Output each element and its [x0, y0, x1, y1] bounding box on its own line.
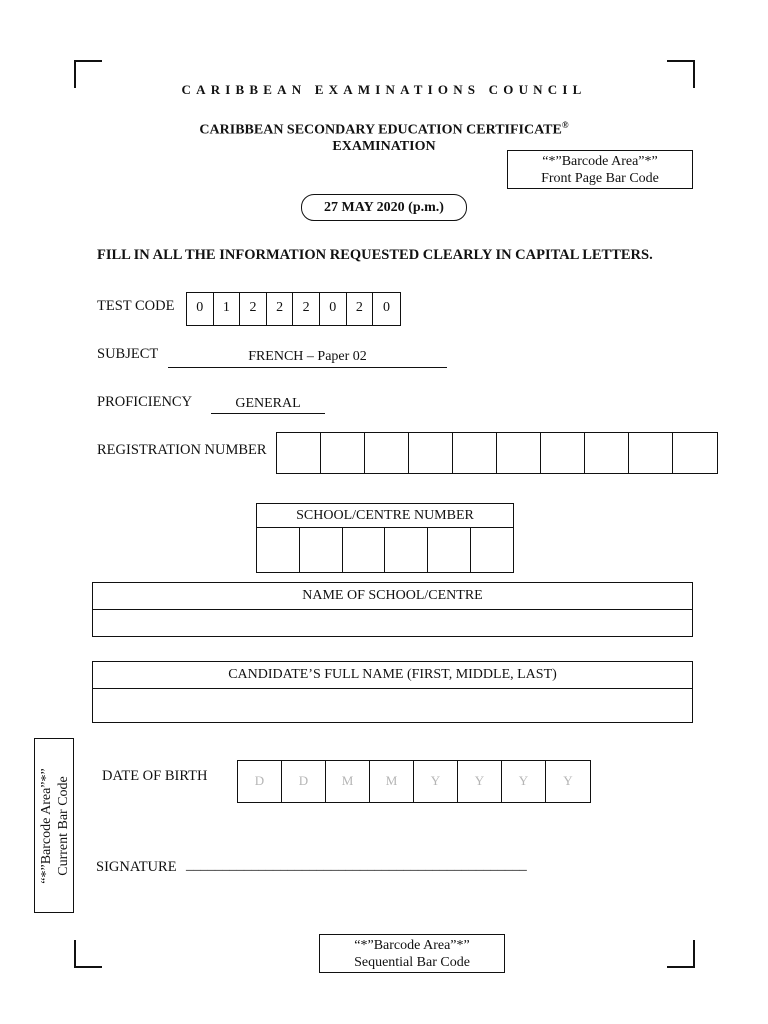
test-code-digit: 1	[214, 293, 241, 325]
candidate-name-box	[92, 661, 693, 723]
test-code-digit: 2	[347, 293, 374, 325]
registration-digit-box[interactable]	[277, 433, 321, 473]
test-code-cells	[186, 292, 401, 326]
registration-digit-box[interactable]	[365, 433, 409, 473]
school-number-digit-box[interactable]	[300, 528, 343, 572]
school-name-label: NAME OF SCHOOL/CENTRE	[93, 583, 692, 610]
dob-year-box[interactable]: Y	[563, 773, 573, 788]
test-code-digit: 2	[293, 293, 320, 325]
dob-month-box[interactable]: M	[370, 761, 414, 802]
school-number-digit-box[interactable]	[385, 528, 428, 572]
registration-digit-box[interactable]	[629, 433, 673, 473]
front-barcode-line-2: Front Page Bar Code	[541, 171, 659, 186]
registration-digit-box[interactable]	[321, 433, 365, 473]
dob-year-box[interactable]: Y	[458, 761, 502, 802]
registration-number-label: REGISTRATION NUMBER	[97, 442, 267, 458]
school-number-digit-box[interactable]	[471, 528, 513, 572]
school-number-digit-box[interactable]	[343, 528, 386, 572]
date-of-birth-label: DATE OF BIRTH	[102, 768, 208, 784]
current-barcode-line-2: Current Bar Code	[56, 776, 71, 876]
registration-digit-box[interactable]	[541, 433, 585, 473]
school-name-box	[92, 582, 693, 637]
current-barcode-area	[34, 738, 74, 913]
exam-date: 27 MAY 2020 (p.m.)	[301, 194, 467, 221]
dob-year-box[interactable]: Y	[502, 761, 546, 802]
certificate-line-1: CARIBBEAN SECONDARY EDUCATION CERTIFICATE	[199, 122, 562, 138]
test-code-digit: 2	[240, 293, 267, 325]
dob-year-box[interactable]: Y	[414, 761, 458, 802]
sequential-barcode-area	[319, 934, 505, 973]
candidate-name-field[interactable]	[93, 689, 692, 722]
date-of-birth-cells	[237, 760, 591, 803]
front-barcode-line-1: “*”Barcode Area”*”	[542, 154, 658, 169]
instruction-text: FILL IN ALL THE INFORMATION REQUESTED CLEARLY IN CAPITAL LETTERS.	[97, 247, 653, 263]
candidate-name-label: CANDIDATE’S FULL NAME (FIRST, MIDDLE, LAST)	[93, 662, 692, 689]
front-barcode-area	[507, 150, 693, 189]
sequential-barcode-line-2: Sequential Bar Code	[354, 955, 470, 970]
school-number-digit-box[interactable]	[428, 528, 471, 572]
school-centre-number-box	[256, 503, 514, 573]
proficiency-field[interactable]: GENERAL	[211, 396, 325, 414]
crop-mark-bottom-right	[667, 940, 695, 968]
registration-digit-box[interactable]	[585, 433, 629, 473]
registered-mark: ®	[561, 120, 569, 130]
registration-number-cells	[276, 432, 718, 474]
school-centre-number-label: SCHOOL/CENTRE NUMBER	[257, 504, 513, 528]
registration-digit-box[interactable]	[673, 433, 717, 473]
council-title: CARIBBEAN EXAMINATIONS COUNCIL	[181, 82, 587, 97]
registration-digit-box[interactable]	[453, 433, 497, 473]
certificate-title	[0, 117, 768, 155]
school-number-digit-box[interactable]	[257, 528, 300, 572]
crop-mark-bottom-left	[74, 940, 102, 968]
test-code-digit: 0	[320, 293, 347, 325]
dob-day-box[interactable]: D	[238, 761, 282, 802]
certificate-line-2: EXAMINATION	[332, 138, 436, 154]
proficiency-label: PROFICIENCY	[97, 394, 193, 410]
test-code-digit: 0	[382, 300, 390, 315]
dob-month-box[interactable]: M	[326, 761, 370, 802]
current-barcode-line-1: “*”Barcode Area”*”	[39, 768, 54, 884]
test-code-label: TEST CODE	[97, 298, 175, 314]
signature-label: SIGNATURE	[96, 859, 177, 875]
signature-line[interactable]: _______________________________________________	[186, 857, 527, 873]
sequential-barcode-line-1: “*”Barcode Area”*”	[354, 938, 470, 953]
test-code-digit: 0	[187, 293, 214, 325]
dob-day-box[interactable]: D	[282, 761, 326, 802]
subject-field[interactable]: FRENCH – Paper 02	[168, 349, 447, 368]
registration-digit-box[interactable]	[497, 433, 541, 473]
current-barcode-text	[38, 768, 72, 883]
school-name-field[interactable]	[93, 610, 692, 636]
subject-label: SUBJECT	[97, 346, 159, 362]
test-code-digit: 2	[267, 293, 294, 325]
registration-digit-box[interactable]	[409, 433, 453, 473]
